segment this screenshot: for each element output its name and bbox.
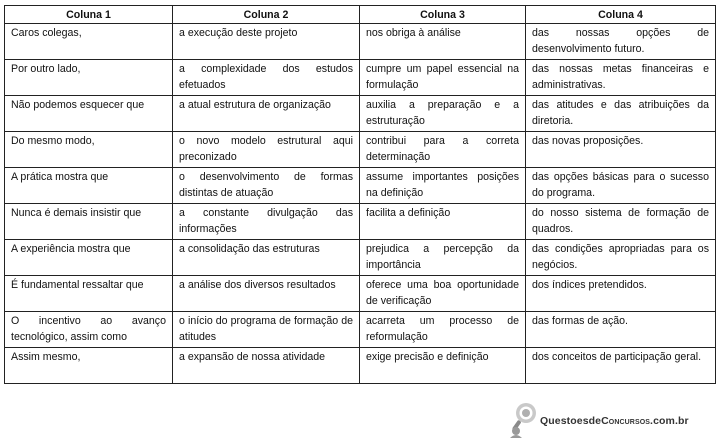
table-cell: dos índices pretendidos.	[526, 276, 716, 312]
table-cell: exige precisão e definição	[360, 348, 526, 384]
table-cell: assume importantes posições na definição	[360, 168, 526, 204]
table-cell: a constante divulgação das informações	[173, 204, 360, 240]
table-cell: dos conceitos de participação geral.	[526, 348, 716, 384]
table-cell: Caros colegas,	[5, 24, 173, 60]
table-cell: Por outro lado,	[5, 60, 173, 96]
table-cell: Assim mesmo,	[5, 348, 173, 384]
table-cell: a análise dos diversos resultados	[173, 276, 360, 312]
table-cell: A prática mostra que	[5, 168, 173, 204]
table-cell: A experiência mostra que	[5, 240, 173, 276]
text-combination-table	[4, 5, 716, 384]
table-cell: É fundamental ressaltar que	[5, 276, 173, 312]
table-cell: a consolidação das estruturas	[173, 240, 360, 276]
table-cell: das condições apropriadas para os negócios.	[526, 240, 716, 276]
table-row	[5, 168, 716, 204]
table-cell: cumpre um papel essencial na formulação	[360, 60, 526, 96]
table-cell: contribui para a correta determinação	[360, 132, 526, 168]
table-row	[5, 24, 716, 60]
column-header: Coluna 2	[173, 6, 360, 24]
table-cell: oferece uma boa oportunidade de verificação	[360, 276, 526, 312]
table-row	[5, 204, 716, 240]
logo-text-prefix: Questoesde	[540, 415, 602, 427]
table-cell: O incentivo ao avanço tecnológico, assim como	[5, 312, 173, 348]
table-cell: das nossas metas financeiras e administrativas.	[526, 60, 716, 96]
table-row	[5, 60, 716, 96]
table-cell: facilita a definição	[360, 204, 526, 240]
table-cell: das nossas opções de desenvolvimento futuro.	[526, 24, 716, 60]
table-cell: Do mesmo modo,	[5, 132, 173, 168]
logo-wordmark	[540, 415, 689, 427]
column-header: Coluna 3	[360, 6, 526, 24]
table-cell: do nosso sistema de formação de quadros.	[526, 204, 716, 240]
table-row	[5, 348, 716, 384]
table-cell: acarreta um processo de reformulação	[360, 312, 526, 348]
table-row	[5, 240, 716, 276]
search-person-icon	[506, 401, 542, 439]
table-cell: o novo modelo estrutural aqui preconizado	[173, 132, 360, 168]
header-row	[5, 6, 716, 24]
column-header: Coluna 1	[5, 6, 173, 24]
table-cell: Nunca é demais insistir que	[5, 204, 173, 240]
table-cell: auxilia a preparação e a estruturação	[360, 96, 526, 132]
column-header: Coluna 4	[526, 6, 716, 24]
table-cell: o início do programa de formação de atitudes	[173, 312, 360, 348]
table-cell: a expansão de nossa atividade	[173, 348, 360, 384]
table-cell: das opções básicas para o sucesso do programa.	[526, 168, 716, 204]
table-cell: das novas proposições.	[526, 132, 716, 168]
table-row	[5, 276, 716, 312]
table-row	[5, 132, 716, 168]
table-cell: a complexidade dos estudos efetuados	[173, 60, 360, 96]
table-row	[5, 312, 716, 348]
table-cell: das formas de ação.	[526, 312, 716, 348]
table-cell: o desenvolvimento de formas distintas de atuação	[173, 168, 360, 204]
table-cell: a atual estrutura de organização	[173, 96, 360, 132]
site-logo[interactable]	[504, 401, 714, 439]
table-row	[5, 96, 716, 132]
table-cell: das atitudes e das atribuições da diretoria.	[526, 96, 716, 132]
logo-text-caps: Concursos	[601, 415, 651, 427]
table-cell: prejudica a percepção da importância	[360, 240, 526, 276]
table-cell: a execução deste projeto	[173, 24, 360, 60]
table-cell: nos obriga à análise	[360, 24, 526, 60]
logo-text-suffix: .com.br	[650, 415, 689, 427]
table-cell: Não podemos esquecer que	[5, 96, 173, 132]
